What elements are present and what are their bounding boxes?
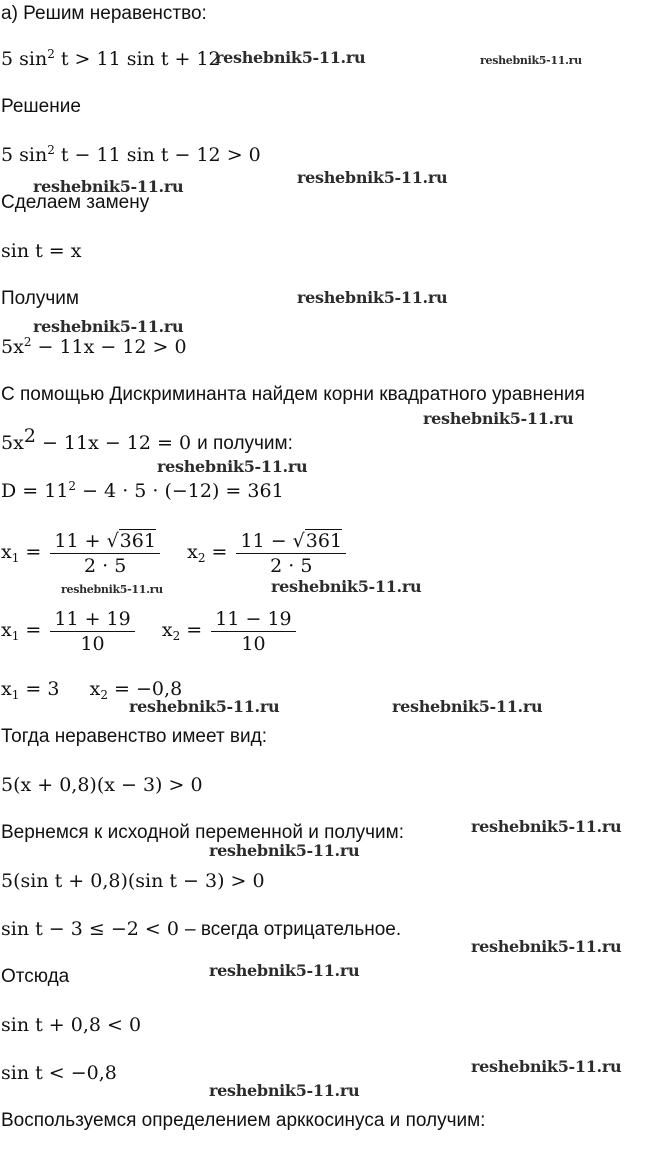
x2c-sub: 2 [100, 688, 109, 702]
disc-a: D = 11 [1, 480, 69, 502]
x1c-val: = 3 [19, 678, 60, 700]
discriminant-intro: С помощью Дискриминанта найдем корни квадратного уравнения [1, 384, 585, 405]
roots-numeric [1, 605, 299, 656]
quad-ineq-exp: 2 [23, 335, 32, 349]
watermark: reshebnik5-11.ru [471, 817, 622, 836]
watermark: reshebnik5-11.ru [215, 48, 366, 67]
x1c-symbol: x [1, 678, 12, 700]
x2-num-rad: 361 [305, 529, 343, 552]
x2b-denominator: 10 [241, 632, 266, 655]
x1-symbol: x [1, 541, 12, 563]
solution-label: Решение [1, 96, 81, 117]
quad-ineq-a: 5x [1, 336, 24, 358]
substitution-label: Сделаем замену [1, 192, 150, 213]
sin-inequality-2: sin t < −0,8 [1, 1062, 117, 1084]
inequality-moved [1, 143, 261, 167]
watermark: reshebnik5-11.ru [392, 697, 543, 716]
x1-num-a: 11 + [54, 529, 107, 552]
quad-ineq-b: − 11x − 12 > 0 [31, 336, 187, 358]
x1-fraction [50, 529, 160, 578]
quadratic-inequality [1, 335, 187, 359]
x2-denominator: 2 · 5 [270, 554, 313, 577]
x2b-numerator: 11 − 19 [211, 607, 295, 632]
x2b-symbol: x [161, 619, 173, 641]
substitution-formula: sin t = x [1, 240, 82, 262]
x1b-eq: = [19, 619, 42, 641]
x1b-symbol: x [1, 619, 12, 641]
watermark: reshebnik5-11.ru [157, 457, 308, 476]
disc-b: − 4 · 5 · (−12) = 361 [76, 480, 284, 502]
ineq2-b: t − 11 sin t − 12 > 0 [54, 144, 261, 166]
watermark: reshebnik5-11.ru [61, 583, 163, 596]
watermark: reshebnik5-11.ru [209, 841, 360, 860]
and-get-label: и получим: [197, 433, 293, 454]
x2b-fraction [211, 607, 295, 656]
watermark: reshebnik5-11.ru [271, 577, 422, 596]
quad-eq-b: − 11x − 12 = 0 [35, 432, 192, 454]
watermark: reshebnik5-11.ru [471, 937, 622, 956]
factored-sin-inequality: 5(sin t + 0,8)(sin t − 3) > 0 [1, 870, 265, 892]
sin-bound: sin t − 3 ≤ −2 < 0 [1, 918, 179, 940]
x2-eq: = [205, 541, 228, 563]
factored-inequality: 5(x + 0,8)(x − 3) > 0 [1, 774, 203, 796]
x1c-sub: 1 [11, 688, 20, 702]
watermark: reshebnik5-11.ru [297, 288, 448, 307]
x2-fraction [236, 529, 346, 578]
x1-numerator: 11 + √361 [50, 529, 160, 554]
x2c-symbol: x [89, 678, 101, 700]
x1-eq: = [19, 541, 42, 563]
watermark: reshebnik5-11.ru [209, 1081, 360, 1100]
ineq2-exp: 2 [47, 143, 55, 157]
x1-sub: 1 [11, 551, 20, 565]
heading: а) Решим неравенство: [1, 3, 207, 24]
sin-inequality-1: sin t + 0,8 < 0 [1, 1014, 142, 1036]
watermark: reshebnik5-11.ru [471, 1057, 622, 1076]
hence-label: Отсюда [1, 966, 70, 987]
ineq1-a: 5 sin [1, 48, 48, 70]
ineq1-b: t > 11 sin t + 12 [54, 48, 221, 70]
roots-radical [1, 527, 349, 578]
x2c-val: = −0,8 [108, 678, 183, 700]
watermark: reshebnik5-11.ru [129, 697, 280, 716]
x1b-numerator: 11 + 19 [50, 607, 134, 632]
sin-bound-line [1, 917, 401, 942]
x2-numerator: 11 − √361 [236, 529, 346, 554]
x1b-denominator: 10 [80, 632, 105, 655]
x2b-sub: 2 [172, 629, 181, 643]
quad-eq-exp: 2 [23, 425, 36, 447]
x1b-fraction [50, 607, 134, 656]
inequality-original [1, 47, 221, 71]
x2-symbol: x [187, 541, 198, 563]
quadratic-equation [1, 425, 293, 456]
ineq1-exp: 2 [47, 47, 55, 61]
watermark: reshebnik5-11.ru [297, 168, 448, 187]
watermark: reshebnik5-11.ru [33, 317, 184, 336]
always-negative: – всегда отрицательное. [184, 919, 402, 940]
x1-denominator: 2 · 5 [84, 554, 127, 577]
x1b-sub: 1 [11, 629, 20, 643]
x1-num-rad: 361 [119, 529, 156, 552]
watermark: reshebnik5-11.ru [33, 177, 184, 196]
disc-exp: 2 [68, 479, 77, 493]
x2-num-a: 11 − [240, 529, 293, 552]
ineq2-a: 5 sin [1, 144, 48, 166]
x2-sub: 2 [197, 551, 206, 565]
discriminant-formula [1, 479, 284, 503]
x2b-eq: = [180, 619, 203, 641]
arccos-label: Воспользуемся определением арккосинуса и получим: [1, 1110, 486, 1131]
watermark: reshebnik5-11.ru [480, 54, 582, 67]
then-label: Тогда неравенство имеет вид: [1, 726, 267, 747]
return-label: Вернемся к исходной переменной и получим: [1, 822, 405, 843]
get-label: Получим [1, 288, 79, 309]
watermark: reshebnik5-11.ru [423, 409, 574, 428]
watermark: reshebnik5-11.ru [209, 961, 360, 980]
quad-eq-a: 5x [1, 432, 24, 454]
